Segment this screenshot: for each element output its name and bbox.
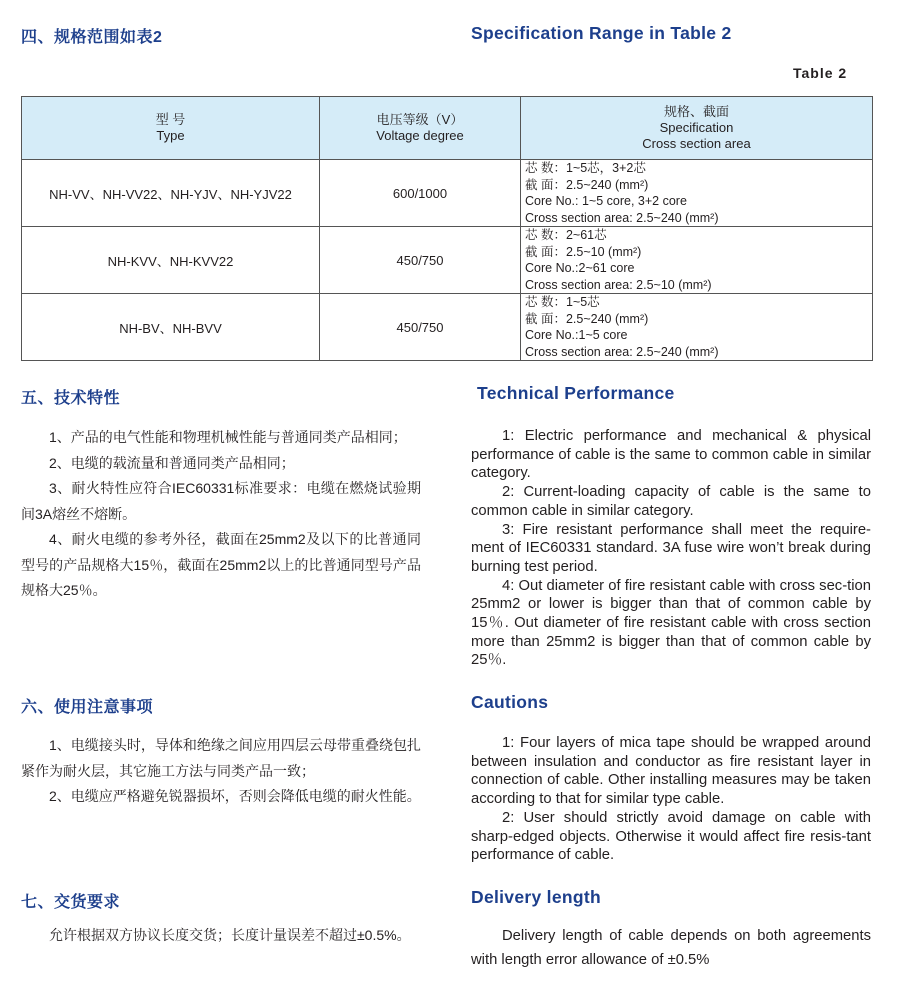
cell-type: NH-VV、NH-VV22、NH-YJV、NH-YJV22 xyxy=(22,160,320,227)
section-title-technical-cn: 五、技术特性 xyxy=(21,390,121,407)
paragraph: 3: Fire resistant performance shall meet the require-ment of IEC60331 standard. 3A fuse wire won’t break during burning test period. xyxy=(471,521,871,575)
spec-line: Cross section area: 2.5~240 (mm²) xyxy=(525,210,719,225)
table-label: Table 2 xyxy=(793,65,848,81)
header-spec xyxy=(521,97,873,160)
cell-spec xyxy=(521,160,873,227)
paragraph: 2、电缆的载流量和普通同类产品相同； xyxy=(49,454,295,471)
paragraph: 2: User should strictly avoid damage on cable with sharp-edged objects. Otherwise it would affect fire resis-tant performance of cable. xyxy=(471,809,871,864)
cell-voltage: 450/750 xyxy=(320,294,521,361)
header-type-cn: 型 号 xyxy=(155,112,186,127)
header-spec-en2: Cross section area xyxy=(642,136,751,151)
header-voltage-cn: 电压等级（V） xyxy=(376,112,464,127)
paragraph: 4、耐火电缆的参考外径，截面在25mm2及以下的比普通同型号的产品规格大15％，截面在25mm2以上的比普通同型号产品规格大25％。 xyxy=(21,531,421,598)
delivery-en-body xyxy=(471,924,871,972)
paragraph: 1、电缆接头时，导体和绝缘之间应用四层云母带重叠绕包扎紧作为耐火层，其它施工方法与同类产品一致； xyxy=(21,737,421,779)
spec-line: Cross section area: 2.5~240 (mm²) xyxy=(525,344,719,359)
cell-type: NH-KVV、NH-KVV22 xyxy=(22,227,320,294)
cautions-en-body xyxy=(471,734,871,865)
section-title-delivery-cn: 七、交货要求 xyxy=(21,894,121,911)
paragraph: 1: Four layers of mica tape should be wrapped around between insulation and conductor as fire resistant layer in connection of cable. Other installing measures may be taken according to that for similar type cable. xyxy=(471,735,871,808)
technical-en-body xyxy=(471,427,871,670)
table-row xyxy=(22,227,873,294)
cell-spec xyxy=(521,227,873,294)
spec-line: 截 面：2.5~10 (mm²) xyxy=(525,244,642,259)
spec-line: Core No.:2~61 core xyxy=(525,261,635,275)
table-row xyxy=(22,294,873,361)
paragraph: 1: Electric performance and mechanical & physical performance of cable is the same to common cable in similar category. xyxy=(471,428,871,482)
section-title-cautions-cn: 六、使用注意事项 xyxy=(21,699,154,716)
header-voltage xyxy=(320,97,521,160)
delivery-cn-body xyxy=(21,923,421,949)
table-row xyxy=(22,160,873,227)
header-type xyxy=(22,97,320,160)
section-title-cautions-en: Cautions xyxy=(471,692,549,712)
paragraph: 3、耐火特性应符合IEC60331标准要求：电缆在燃烧试验期间3A熔丝不熔断。 xyxy=(21,480,421,522)
spec-line: 芯 数：2~61芯 xyxy=(525,228,607,242)
spec-table xyxy=(21,96,873,361)
cell-voltage: 600/1000 xyxy=(320,160,521,227)
spec-line: 芯 数：1~5芯 xyxy=(525,295,600,309)
header-spec-cn: 规格、截面 xyxy=(663,104,729,119)
spec-line: 截 面：2.5~240 (mm²) xyxy=(525,177,649,192)
paragraph: 4: Out diameter of fire resistant cable with cross sec-tion 25mm2 or lower is bigger than that of common cable by 15％. Out diameter of fire resistant cable with cross section more than 25mm2 is bigger than that of common cable by 25％. xyxy=(471,577,871,669)
table-header-row xyxy=(22,97,873,160)
spec-line: Core No.:1~5 core xyxy=(525,328,628,342)
paragraph: 2、电缆应严格避免锐器损坏，否则会降低电缆的耐火性能。 xyxy=(49,788,421,804)
section-title-spec-cn: 四、规格范围如表2 xyxy=(21,29,163,46)
cell-spec xyxy=(521,294,873,361)
section-title-spec-en: Specification Range in Table 2 xyxy=(471,23,732,43)
section-title-delivery-en: Delivery length xyxy=(471,887,601,907)
cell-voltage: 450/750 xyxy=(320,227,521,294)
spec-line: Cross section area: 2.5~10 (mm²) xyxy=(525,277,712,292)
header-voltage-en: Voltage degree xyxy=(376,128,464,143)
spec-line: Core No.: 1~5 core, 3+2 core xyxy=(525,194,687,208)
header-type-en: Type xyxy=(156,128,185,143)
paragraph: 1、产品的电气性能和物理机械性能与普通同类产品相同； xyxy=(49,429,407,445)
header-spec-en1: Specification xyxy=(659,120,734,135)
cautions-cn-body xyxy=(21,733,421,810)
paragraph: Delivery length of cable depends on both agreements with length error allowance of ±0.5% xyxy=(471,928,871,968)
paragraph: 2: Current-loading capacity of cable is the same to common cable in similar category. xyxy=(471,484,871,519)
section-title-technical-en: Technical Performance xyxy=(477,383,675,403)
paragraph: 允许根据双方协议长度交货；长度计量误差不超过±0.5%。 xyxy=(49,927,411,943)
spec-line: 截 面：2.5~240 (mm²) xyxy=(525,311,649,326)
cell-type: NH-BV、NH-BVV xyxy=(22,294,320,361)
spec-line: 芯 数：1~5芯，3+2芯 xyxy=(525,161,646,175)
technical-cn-body xyxy=(21,425,421,604)
